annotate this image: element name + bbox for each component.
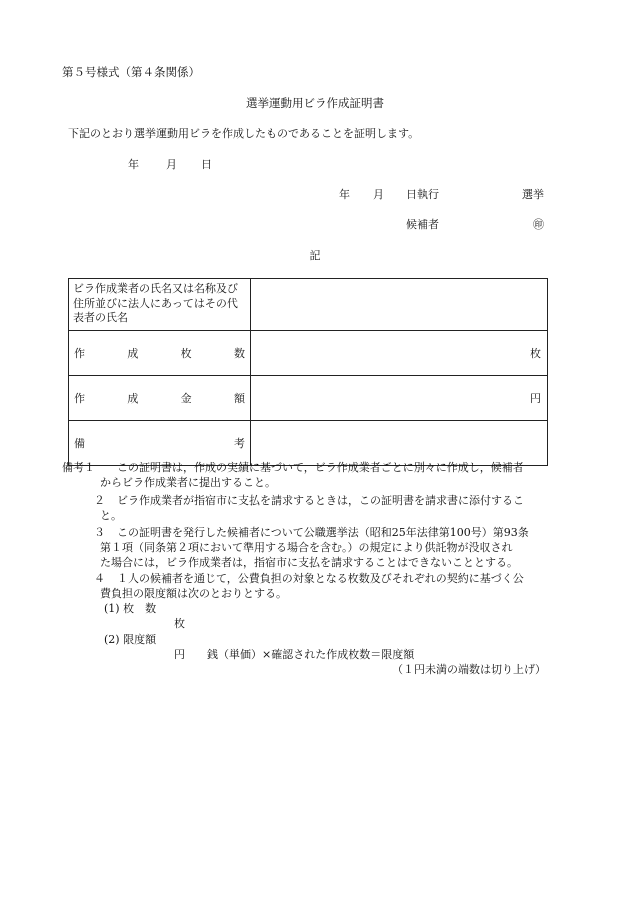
vendor-name-field[interactable] <box>251 279 548 331</box>
note-2-text: ビラ作成業者が指宿市に支払を請求するときは，この証明書を請求書に添付するこ <box>117 494 524 507</box>
note-3-text: この証明書を発行した候補者について公職選挙法（昭和25年法律第100号）第93条 <box>117 526 529 539</box>
note-2-number: ２ <box>94 494 105 507</box>
sub-item-limit-formula: 円 銭（単価）×確認された作成枚数＝限度額 <box>174 648 415 661</box>
month-label: 月 <box>166 158 177 171</box>
certification-table <box>68 278 548 466</box>
sub-item-limit-note: （１円未満の端数は切り上げ） <box>392 663 546 676</box>
note-1-text-cont: からビラ作成業者に提出すること。 <box>100 476 276 489</box>
seal-mark: ㊞ <box>533 218 544 231</box>
quantity-field[interactable] <box>251 331 548 376</box>
ki-heading: 記 <box>309 249 321 262</box>
note-1-head: 備考１ <box>62 461 95 474</box>
day-label: 日 <box>201 158 212 171</box>
note-2-text-cont: と。 <box>100 509 122 522</box>
note-3-text-cont: 第１項（同条第２項において準用する場合を含む。）の規定により供託物が没収され <box>100 541 513 554</box>
sub-item-quantity-unit: 枚 <box>174 617 185 630</box>
certification-statement: 下記のとおり選挙運動用ビラを作成したものであることを証明します。 <box>68 127 420 140</box>
form-number: 第５号様式（第４条関係） <box>62 65 200 79</box>
quantity-unit: 枚 <box>530 346 541 360</box>
note-1-text: この証明書は，作成の実績に基づいて，ビラ作成業者ごとに別々に作成し，候補者 <box>117 461 524 474</box>
table-row <box>69 279 548 331</box>
table-row <box>69 331 548 376</box>
amount-label <box>69 376 251 421</box>
note-4-text: １人の候補者を通じて，公費負担の対象となる枚数及びそれぞれの契約に基づく公 <box>117 572 524 585</box>
amount-unit: 円 <box>530 391 541 405</box>
label-char: 考 <box>234 436 245 450</box>
sub-item-limit-label: (2) 限度額 <box>104 633 157 646</box>
label-char: 金 <box>180 391 192 405</box>
year-label: 年 <box>128 158 139 171</box>
label-char: 額 <box>233 391 245 405</box>
election-label: 選挙 <box>522 188 544 201</box>
sub-item-quantity-label: (1) 枚 数 <box>104 602 157 615</box>
label-char: 枚 <box>180 346 192 360</box>
vendor-name-label: ビラ作成業者の氏名又は名称及び住所並びに法人にあってはその代表者の氏名 <box>69 279 251 331</box>
quantity-label <box>69 331 251 376</box>
note-3-text-cont: た場合には，ビラ作成業者は，指宿市に支払を請求することはできないこととする。 <box>100 556 518 569</box>
label-char: 作 <box>74 346 85 360</box>
amount-field[interactable] <box>251 376 548 421</box>
exec-year-label: 年 <box>339 188 350 201</box>
note-3-number: ３ <box>94 526 105 539</box>
label-char: 備 <box>74 436 85 450</box>
remarks-field[interactable] <box>251 421 548 466</box>
document-title: 選挙運動用ビラ作成証明書 <box>246 96 384 110</box>
label-char: 成 <box>127 346 139 360</box>
candidate-label: 候補者 <box>406 218 439 231</box>
note-4-text-cont: 費負担の限度額は次のとおりとする。 <box>100 587 287 600</box>
table-row <box>69 421 548 466</box>
label-char: 数 <box>233 346 245 360</box>
label-char: 成 <box>127 391 139 405</box>
table-row <box>69 376 548 421</box>
note-4-number: ４ <box>94 572 105 585</box>
exec-month-label: 月 <box>373 188 384 201</box>
remarks-label <box>69 421 251 466</box>
exec-day-label: 日執行 <box>406 188 439 201</box>
label-char: 作 <box>74 391 85 405</box>
